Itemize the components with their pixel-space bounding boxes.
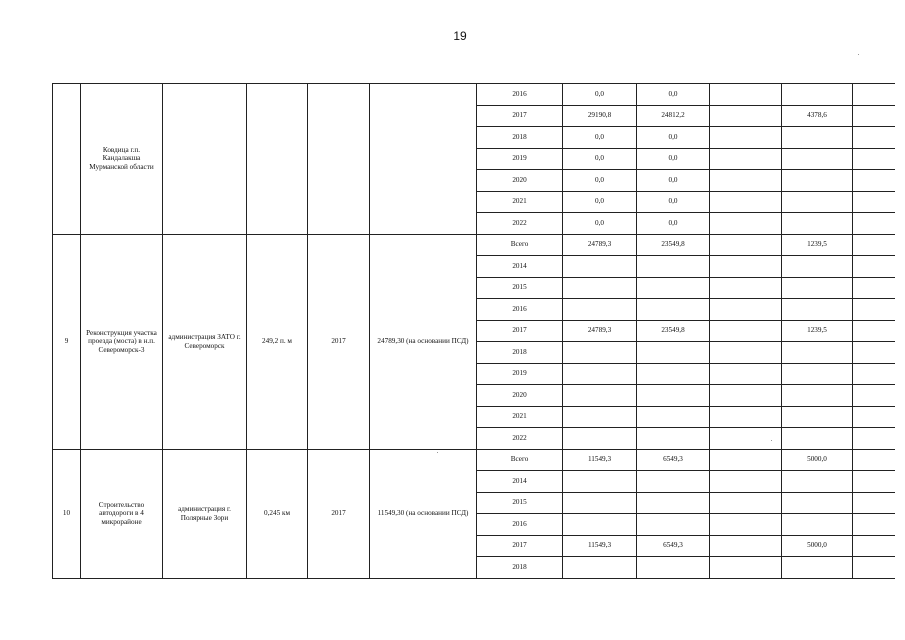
page-number: 19 (453, 29, 467, 43)
finance-extra (853, 127, 895, 149)
row-number: 10 (53, 449, 81, 578)
finance-total: 24789,3 (563, 234, 637, 256)
finance-year: 2021 (477, 191, 563, 213)
finance-year: 2016 (477, 299, 563, 321)
finance-total: 0,0 (563, 191, 637, 213)
customer-organization: администрация ЗАТО г. Североморск (163, 234, 247, 449)
finance-year: Всего (477, 449, 563, 471)
finance-federal: 0,0 (637, 148, 710, 170)
finance-local (782, 127, 853, 149)
finance-local (782, 428, 853, 450)
finance-extra (853, 385, 895, 407)
finance-regional (710, 535, 782, 557)
customer-organization: администрация г. Полярные Зори (163, 449, 247, 578)
finance-federal (637, 385, 710, 407)
finance-local (782, 170, 853, 192)
finance-regional (710, 256, 782, 278)
table-row (53, 234, 895, 256)
finance-local (782, 385, 853, 407)
finance-extra (853, 535, 895, 557)
finance-extra (853, 277, 895, 299)
finance-total (563, 385, 637, 407)
finance-extra (853, 449, 895, 471)
finance-extra (853, 299, 895, 321)
finance-total: 0,0 (563, 213, 637, 235)
finance-year: 2019 (477, 363, 563, 385)
finance-extra (853, 320, 895, 342)
finance-federal: 0,0 (637, 170, 710, 192)
finance-local (782, 148, 853, 170)
finance-year: 2022 (477, 213, 563, 235)
finance-regional (710, 191, 782, 213)
finance-total: 11549,3 (563, 449, 637, 471)
finance-total: 0,0 (563, 84, 637, 106)
finance-local (782, 84, 853, 106)
completion-year: 2017 (308, 449, 370, 578)
finance-total (563, 299, 637, 321)
finance-federal: 6549,3 (637, 449, 710, 471)
finance-extra (853, 234, 895, 256)
finance-federal (637, 299, 710, 321)
estimated-cost: 24789,30 (на основании ПСД) (370, 234, 477, 449)
finance-federal (637, 363, 710, 385)
finance-total: 24789,3 (563, 320, 637, 342)
table-row (53, 84, 895, 106)
finance-federal: 6549,3 (637, 535, 710, 557)
finance-year: 2018 (477, 557, 563, 579)
finance-federal (637, 277, 710, 299)
finance-total (563, 557, 637, 579)
finance-extra (853, 363, 895, 385)
finance-federal: 0,0 (637, 191, 710, 213)
finance-local (782, 277, 853, 299)
finance-federal (637, 342, 710, 364)
finance-extra (853, 514, 895, 536)
finance-total (563, 363, 637, 385)
customer-organization (163, 84, 247, 235)
finance-federal: 0,0 (637, 213, 710, 235)
finance-regional (710, 277, 782, 299)
finance-total (563, 492, 637, 514)
finance-regional (710, 449, 782, 471)
finance-federal: 24812,2 (637, 105, 710, 127)
finance-local (782, 492, 853, 514)
project-name: Реконструкция участка проезда (моста) в н.п. Североморск-3 (81, 234, 163, 449)
finance-total (563, 277, 637, 299)
finance-year: 2016 (477, 514, 563, 536)
finance-local (782, 363, 853, 385)
project-name: Строительство автодороги в 4 микрорайоне (81, 449, 163, 578)
finance-total: 29190,8 (563, 105, 637, 127)
finance-regional (710, 492, 782, 514)
finance-extra (853, 256, 895, 278)
finance-regional (710, 170, 782, 192)
finance-total (563, 428, 637, 450)
finance-extra (853, 170, 895, 192)
finance-extra (853, 492, 895, 514)
finance-local: 1239,5 (782, 234, 853, 256)
finance-local: 1239,5 (782, 320, 853, 342)
finance-federal (637, 557, 710, 579)
table-row (53, 449, 895, 471)
finance-regional (710, 428, 782, 450)
finance-local (782, 471, 853, 493)
finance-extra (853, 105, 895, 127)
finance-year: 2020 (477, 385, 563, 407)
finance-extra (853, 342, 895, 364)
finance-extra (853, 84, 895, 106)
finance-total: 0,0 (563, 148, 637, 170)
finance-year: 2022 (477, 428, 563, 450)
finance-total: 11549,3 (563, 535, 637, 557)
finance-extra (853, 148, 895, 170)
finance-regional (710, 148, 782, 170)
finance-year: 2018 (477, 127, 563, 149)
scan-speck (771, 440, 772, 441)
finance-federal (637, 514, 710, 536)
finance-federal: 0,0 (637, 84, 710, 106)
capacity: 249,2 п. м (247, 234, 308, 449)
finance-federal (637, 492, 710, 514)
finance-regional (710, 299, 782, 321)
finance-total (563, 342, 637, 364)
scan-speck (437, 452, 438, 453)
estimated-cost: 11549,30 (на основании ПСД) (370, 449, 477, 578)
finance-year: 2016 (477, 84, 563, 106)
finance-regional (710, 514, 782, 536)
finance-local: 5000,0 (782, 535, 853, 557)
finance-regional (710, 213, 782, 235)
finance-year: 2017 (477, 320, 563, 342)
finance-year: 2021 (477, 406, 563, 428)
finance-federal: 23549,8 (637, 320, 710, 342)
finance-year: 2020 (477, 170, 563, 192)
finance-total (563, 514, 637, 536)
finance-local (782, 342, 853, 364)
estimated-cost (370, 84, 477, 235)
finance-local (782, 191, 853, 213)
finance-total: 0,0 (563, 127, 637, 149)
finance-federal (637, 428, 710, 450)
finance-regional (710, 105, 782, 127)
finance-year: 2017 (477, 105, 563, 127)
finance-year: 2019 (477, 148, 563, 170)
finance-local: 5000,0 (782, 449, 853, 471)
finance-regional (710, 385, 782, 407)
finance-federal: 0,0 (637, 127, 710, 149)
finance-total: 0,0 (563, 170, 637, 192)
finance-regional (710, 471, 782, 493)
finance-extra (853, 191, 895, 213)
finance-regional (710, 127, 782, 149)
project-name: Ковдица г.п. Кандалакша Мурманской области (81, 84, 163, 235)
finance-extra (853, 471, 895, 493)
finance-total (563, 406, 637, 428)
finance-local (782, 557, 853, 579)
finance-extra (853, 428, 895, 450)
finance-local (782, 406, 853, 428)
finance-federal (637, 471, 710, 493)
capacity (247, 84, 308, 235)
finance-extra (853, 213, 895, 235)
finance-year: 2018 (477, 342, 563, 364)
finance-year: 2015 (477, 277, 563, 299)
finance-federal: 23549,8 (637, 234, 710, 256)
investment-table (52, 83, 895, 579)
table-body (53, 84, 895, 579)
finance-local (782, 514, 853, 536)
finance-regional (710, 234, 782, 256)
row-number (53, 84, 81, 235)
finance-local (782, 256, 853, 278)
finance-regional (710, 342, 782, 364)
capacity: 0,245 км (247, 449, 308, 578)
finance-local: 4378,6 (782, 105, 853, 127)
finance-regional (710, 363, 782, 385)
finance-total (563, 256, 637, 278)
finance-year: 2014 (477, 471, 563, 493)
finance-extra (853, 557, 895, 579)
finance-regional (710, 406, 782, 428)
scan-speck (858, 54, 859, 55)
finance-federal (637, 406, 710, 428)
finance-local (782, 299, 853, 321)
finance-total (563, 471, 637, 493)
row-number: 9 (53, 234, 81, 449)
finance-regional (710, 320, 782, 342)
finance-extra (853, 406, 895, 428)
completion-year (308, 84, 370, 235)
finance-regional (710, 557, 782, 579)
finance-regional (710, 84, 782, 106)
finance-year: 2017 (477, 535, 563, 557)
finance-federal (637, 256, 710, 278)
finance-year: Всего (477, 234, 563, 256)
completion-year: 2017 (308, 234, 370, 449)
finance-local (782, 213, 853, 235)
finance-year: 2015 (477, 492, 563, 514)
finance-year: 2014 (477, 256, 563, 278)
